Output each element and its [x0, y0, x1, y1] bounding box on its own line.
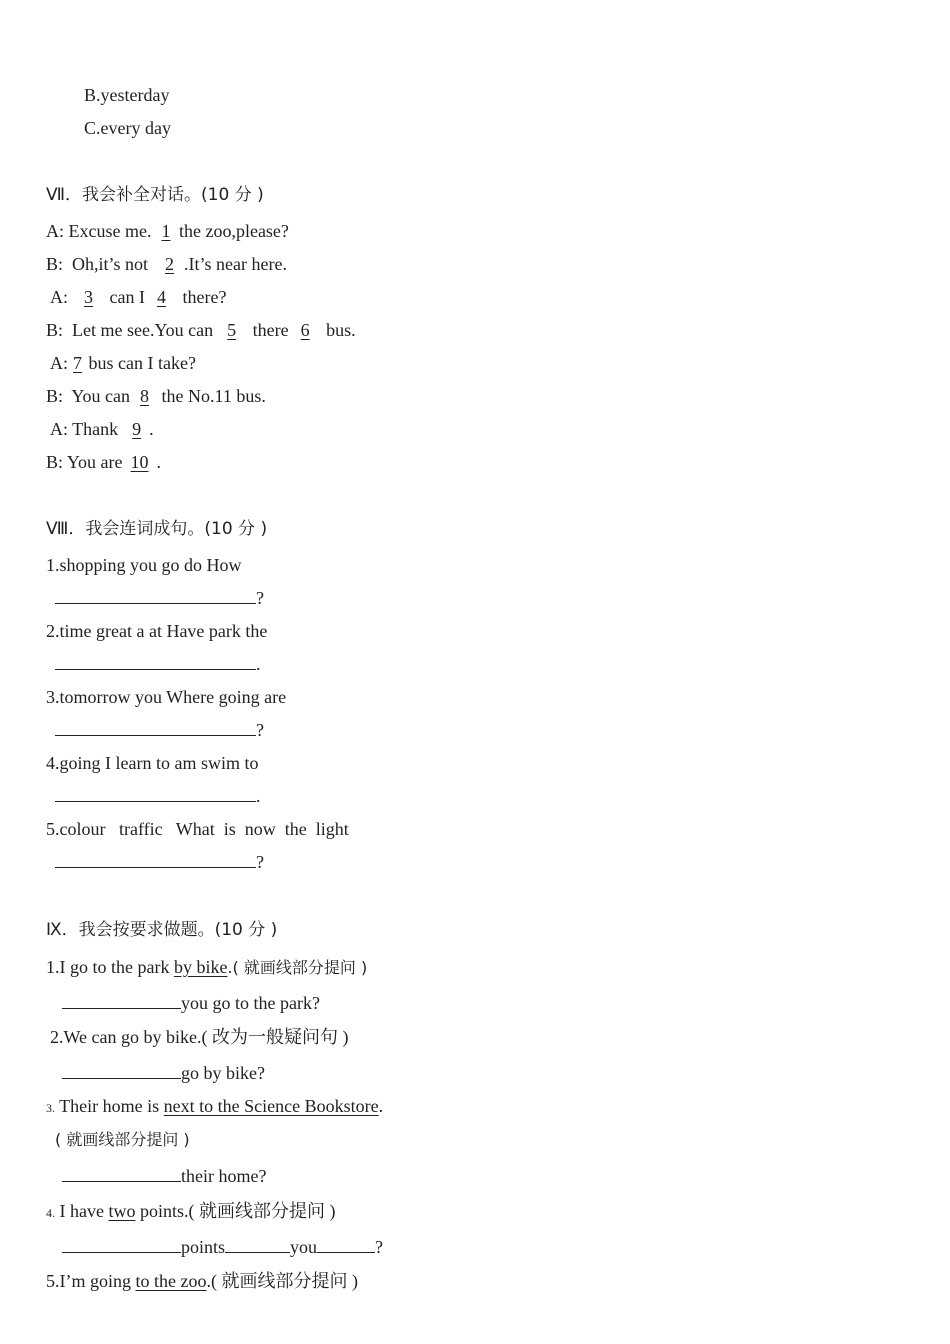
answer-line[interactable]: their home?	[62, 1164, 266, 1188]
question-3-note: ( 就画线部分提问 )	[55, 1130, 190, 1149]
dialog-line: B: You can 8 the No.11 bus.	[46, 386, 266, 406]
question-4: 4. I have two points.( 就画线部分提问 )	[46, 1201, 336, 1221]
dialog-line: B: You are 10 .	[46, 452, 162, 472]
section-8-title: Ⅷ．我会连词成句。(10 分 )	[46, 519, 268, 539]
section-9-title: Ⅸ．我会按要求做题。(10 分 )	[46, 920, 278, 940]
question-2: 2.We can go by bike.( 改为一般疑问句 )	[50, 1027, 349, 1047]
question-3: 3. Their home is next to the Science Bookstore.	[46, 1096, 384, 1116]
dialog-line: B: Let me see.You can 5 there 6 bus.	[46, 320, 356, 340]
dialog-line: A: 7 bus can I take?	[50, 353, 196, 373]
answer-line[interactable]: ?	[55, 586, 264, 610]
dialog-line: B: Oh,it’s not 2 .It’s near here.	[46, 254, 287, 274]
scrambled-sentence: 3.tomorrow you Where going are	[46, 687, 287, 707]
question-1: 1.I go to the park by bike.( 就画线部分提问 )	[46, 957, 368, 977]
dialog-line: A: 3 can I 4 there?	[50, 287, 227, 307]
answer-line[interactable]: .	[55, 784, 261, 808]
section-7-title: Ⅶ．我会补全对话。(10 分 )	[46, 185, 264, 205]
answer-line[interactable]: .	[55, 652, 261, 676]
scrambled-sentence: 5.colour traffic What is now the light	[46, 819, 349, 839]
answer-line[interactable]: you go to the park?	[62, 991, 320, 1015]
dialog-line: A: Excuse me. 1 the zoo,please?	[46, 221, 289, 241]
scrambled-sentence: 4.going I learn to am swim to	[46, 753, 259, 773]
dialog-line: A: Thank 9 .	[50, 419, 154, 439]
question-5: 5.I’m going to the zoo.( 就画线部分提问 )	[46, 1271, 358, 1291]
answer-line[interactable]: points you ?	[62, 1235, 383, 1259]
answer-line[interactable]: ?	[55, 850, 264, 874]
option-c: C.every day	[84, 118, 171, 138]
answer-line[interactable]: ?	[55, 718, 264, 742]
scrambled-sentence: 1.shopping you go do How	[46, 555, 242, 575]
option-b: B.yesterday	[84, 85, 170, 105]
scrambled-sentence: 2.time great a at Have park the	[46, 621, 268, 641]
answer-line[interactable]: go by bike?	[62, 1061, 265, 1085]
